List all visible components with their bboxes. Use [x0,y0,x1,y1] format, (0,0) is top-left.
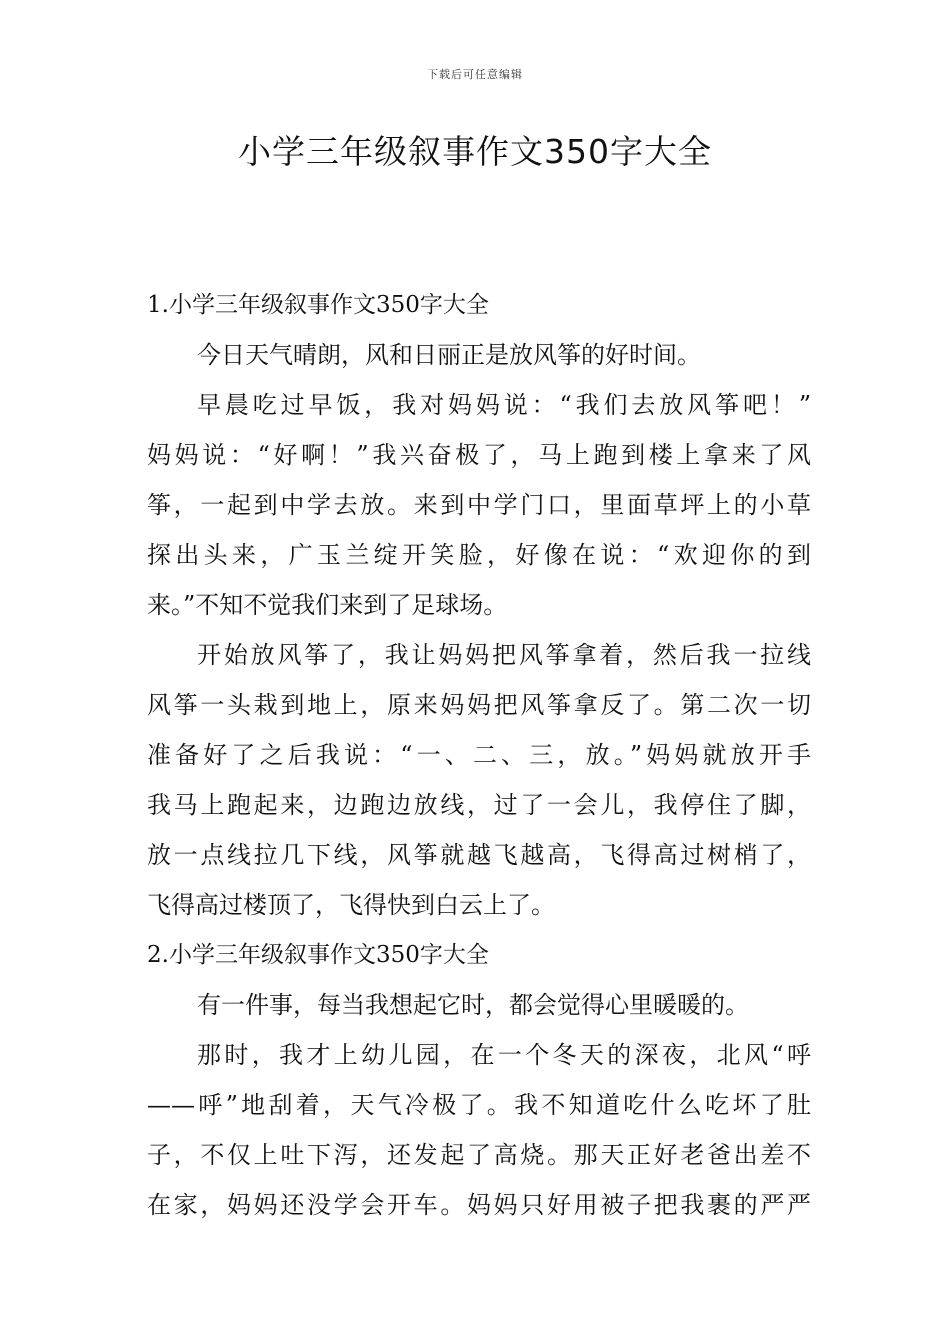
document-title: 小学三年级叙事作文350字大全 [238,132,712,171]
paragraph-line: 筝，一起到中学去放。来到中学门口，里面草坪上的小草 [147,491,811,519]
section-heading: 1.小学三年级叙事作文350字大全 [147,292,489,318]
section-heading: 2.小学三年级叙事作文350字大全 [147,942,489,968]
document-body [147,280,811,1230]
header-note: 下载后可任意编辑 [427,68,523,81]
paragraph-line: 早晨吃过早饭，我对妈妈说：“我们去放风筝吧！” [197,391,811,419]
paragraph-line: 风筝一头栽到地上，原来妈妈把风筝拿反了。第二次一切 [147,691,811,719]
paragraph-line: 开始放风筝了，我让妈妈把风筝拿着，然后我一拉线 [197,641,811,669]
paragraph-line: 子，不仅上吐下泻，还发起了高烧。那天正好老爸出差不 [147,1141,811,1169]
paragraph-line: 有一件事，每当我想起它时，都会觉得心里暖暖的。 [197,991,749,1019]
paragraph-line: ——呼”地刮着，天气冷极了。我不知道吃什么吃坏了肚 [147,1091,811,1119]
paragraph-line: 探出头来，广玉兰绽开笑脸，好像在说：“欢迎你的到 [147,541,811,569]
paragraph-line: 放一点线拉几下线，风筝就越飞越高，飞得高过树梢了， [147,841,811,869]
paragraph-line: 准备好了之后我说：“一、二、三，放。”妈妈就放开手 [147,741,811,769]
paragraph-line: 我马上跑起来，边跑边放线，过了一会儿，我停住了脚， [147,791,811,819]
paragraph-line: 来。”不知不觉我们来到了足球场。 [147,591,508,619]
paragraph-line: 飞得高过楼顶了，飞得快到白云上了。 [147,891,555,919]
paragraph-line: 在家，妈妈还没学会开车。妈妈只好用被子把我裹的严严 [147,1191,811,1219]
paragraph-line: 今日天气晴朗，风和日丽正是放风筝的好时间。 [197,341,701,369]
paragraph-line: 那时，我才上幼儿园，在一个冬天的深夜，北风“呼 [197,1041,811,1069]
paragraph-line: 妈妈说：“好啊！”我兴奋极了，马上跑到楼上拿来了风 [147,441,811,469]
